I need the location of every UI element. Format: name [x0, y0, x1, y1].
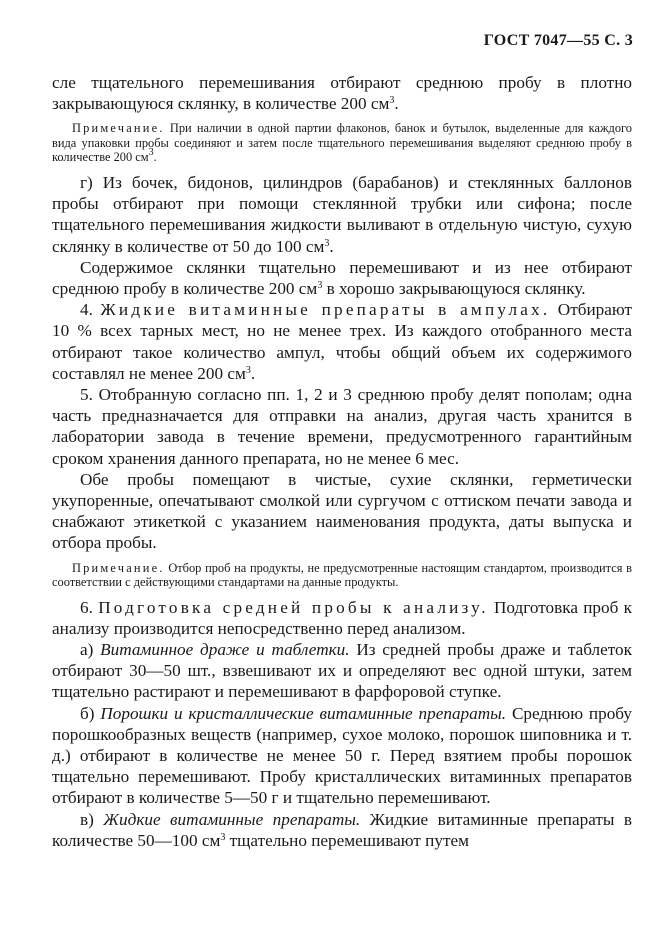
document-body	[52, 72, 632, 851]
paragraph-4-ampoules: 4. Жидкие витаминные препараты в ампулах. Отбирают 10 % всех тарных мест, но не менее трех. Из каждого отобранного места отбирают такое количество ампул, чтобы общий объем их содержимого составлял не менее 200 $см^3$.	[52, 300, 632, 383]
paragraph-flask-contents: Содержимое склянки тщательно перемешивают и из нее отбирают среднюю пробу в количестве 200 $см^3$ в хорошо закрывающуюся склянку.	[52, 257, 632, 298]
paragraph-both-samples: Обе пробы помещают в чистые, сухие склянки, герметически укупоренные, опечатывают смолкой или сургучом с оттиском печати завода и снабжают этикеткой с указанием наименования продукта, даты выпуска и отбора пробы.	[52, 469, 632, 553]
paragraph-6-preparation: 6. Подготовка средней пробы к анализу. Подготовка проб к анализу производится непосредственно перед анализом.	[52, 597, 633, 638]
paragraph-a-dragee: а) Витаминное драже и таблетки. Из средней пробы драже и таблеток отбирают 30—50 шт., взвешивают их и определяют вес одной штуки, затем тщательно растирают и перемешивают в фарфоровой ступке.	[52, 639, 632, 702]
paragraph-continuation: сле тщательного перемешивания отбирают среднюю пробу в плотно закрывающуюся склянку, в количестве 200 $см^3$.	[52, 73, 632, 114]
note-packaging: Примечание. При наличии в одной партии флаконов, банок и бутылок, выделенные для каждого вида упаковки пробы соединяют и затем после тщательного перемешивания выделяют среднюю пробу в количестве 200 $см^3$.	[52, 121, 632, 165]
section-heading: Подготовка средней пробы к анализу.	[98, 597, 489, 617]
section-heading: Жидкие витаминные препараты в ампулах.	[100, 300, 551, 320]
paragraph-g-barrels: г) Из бочек, бидонов, цилиндров (барабанов) и стеклянных баллонов пробы отбирают при помощи стеклянной трубки или сифона; после тщательного перемешивания жидкости выливают в отдельную чистую, сухую склянку в количестве от 50 до 100 $см^3$.	[52, 172, 632, 256]
page-header: ГОСТ 7047—55 С. 3	[483, 32, 633, 49]
note-other-products: Примечание. Отбор проб на продукты, не предусмотренные настоящим стандартом, производится в соответствии с действующими стандартами на данные продукты.	[52, 560, 632, 590]
paragraph-5-split-sample: 5. Отобранную согласно пп. 1, 2 и 3 среднюю пробу делят пополам; одна часть предназначается для отправки на анализ, другая часть хранится в лаборатории завода в течение времени, предусмотренного гарантийным сроком хранения данного препарата, но не менее 6 мес.	[52, 384, 632, 468]
paragraph-v-liquids: в) Жидкие витаминные препараты. Жидкие витаминные препараты в количестве 50—100 $см^3$ тщательно перемешивают путем	[52, 809, 633, 850]
paragraph-b-powders: б) Порошки и кристаллические витаминные препараты. Среднюю пробу порошкообразных веществ (например, сухое молоко, порошок шиповника и т. д.) отбирают в количестве не менее 50 г. Перед взятием пробы порошок тщательно перемешивают. Пробу кристаллических витаминных препаратов отбирают в количестве 5—50 г и тщательно перемешивают.	[52, 703, 632, 808]
